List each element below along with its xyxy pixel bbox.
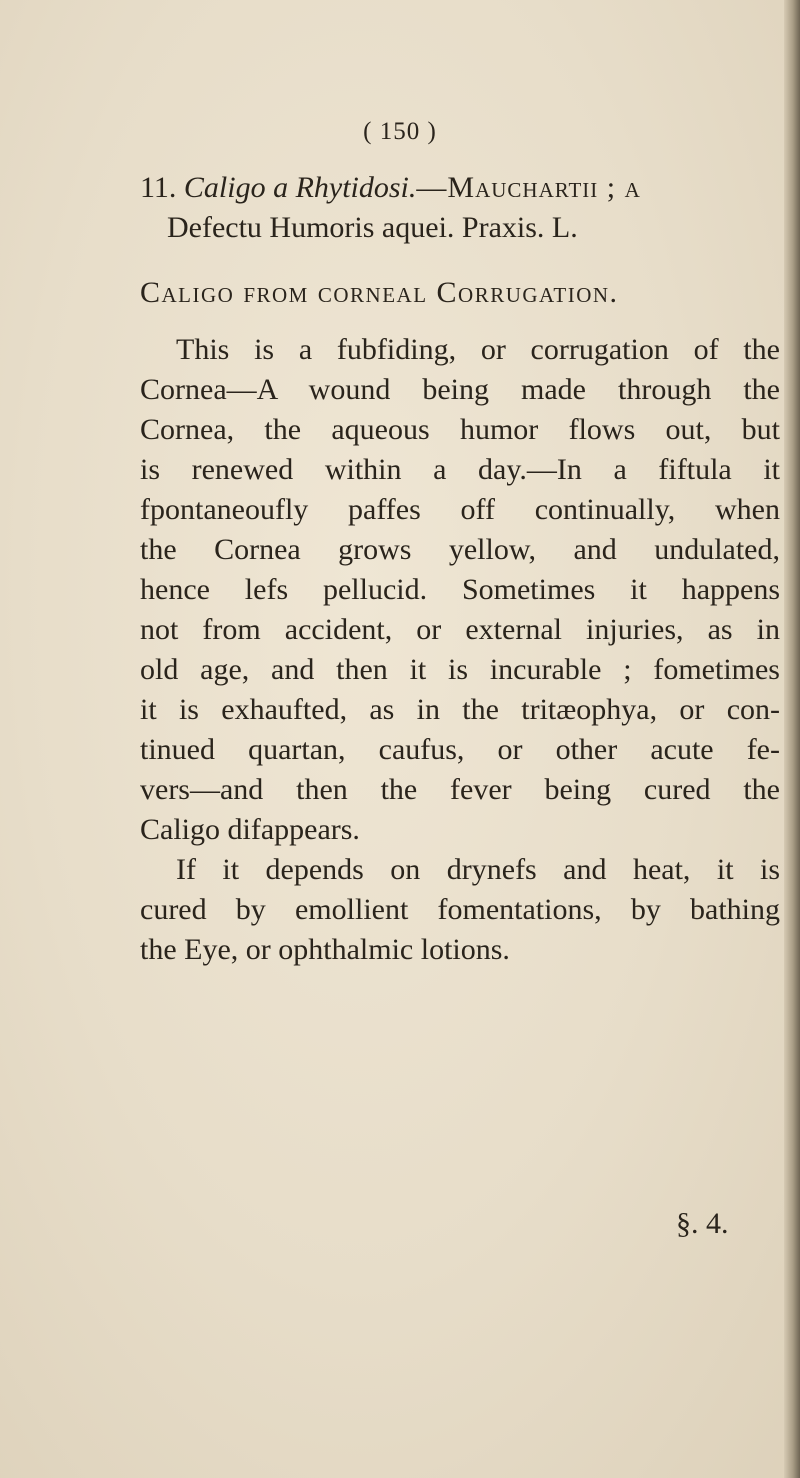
text-line: This is a fubfiding, or corrugation of the [176, 333, 780, 366]
text-line: cured by emollient fomentations, by bathing [140, 893, 780, 926]
section-number: 11. [140, 171, 177, 204]
section-title-authority: —Mauchartii ; a [416, 171, 641, 204]
text-line: tinued quartan, caufus, or other acute fe- [140, 733, 780, 766]
text-line: Cornea, the aqueous humor flows out, but [140, 413, 780, 446]
text-line: not from accident, or external injuries, as in [140, 613, 780, 646]
text-line: hence lefs pellucid. Sometimes it happens [140, 573, 780, 606]
text-line: Cornea—A wound being made through the [140, 373, 780, 406]
text-line: old age, and then it is incurable ; fometimes [140, 653, 780, 686]
section-subtitle: Caligo from corneal Corrugation. [140, 276, 619, 309]
text-line: Caligo difappears. [140, 813, 360, 846]
paragraph-2 [140, 850, 780, 970]
text-line: fpontaneoufly paffes off continually, when [140, 493, 780, 526]
text-line: the Cornea grows yellow, and undulated, [140, 533, 780, 566]
text-line: it is exhaufted, as in the tritæophya, or con- [140, 693, 780, 726]
text-line: is renewed within a day.—In a fiftula it [140, 453, 780, 486]
section-heading [140, 168, 780, 248]
paragraph-1 [140, 330, 780, 850]
text-line: the Eye, or ophthalmic lotions. [140, 933, 510, 966]
text-line: If it depends on drynefs and heat, it is [176, 853, 780, 886]
section-title-italic: Caligo a Rhytidosi. [183, 171, 417, 204]
section-title-line2: Defectu Humoris aquei. Praxis. L. [167, 211, 578, 244]
body-text [140, 330, 780, 970]
page-number: ( 150 ) [363, 118, 437, 145]
text-line: vers—and then the fever being cured the [140, 773, 780, 806]
page-edge-shadow [784, 0, 800, 1478]
catchword: §. 4. [676, 1207, 729, 1240]
